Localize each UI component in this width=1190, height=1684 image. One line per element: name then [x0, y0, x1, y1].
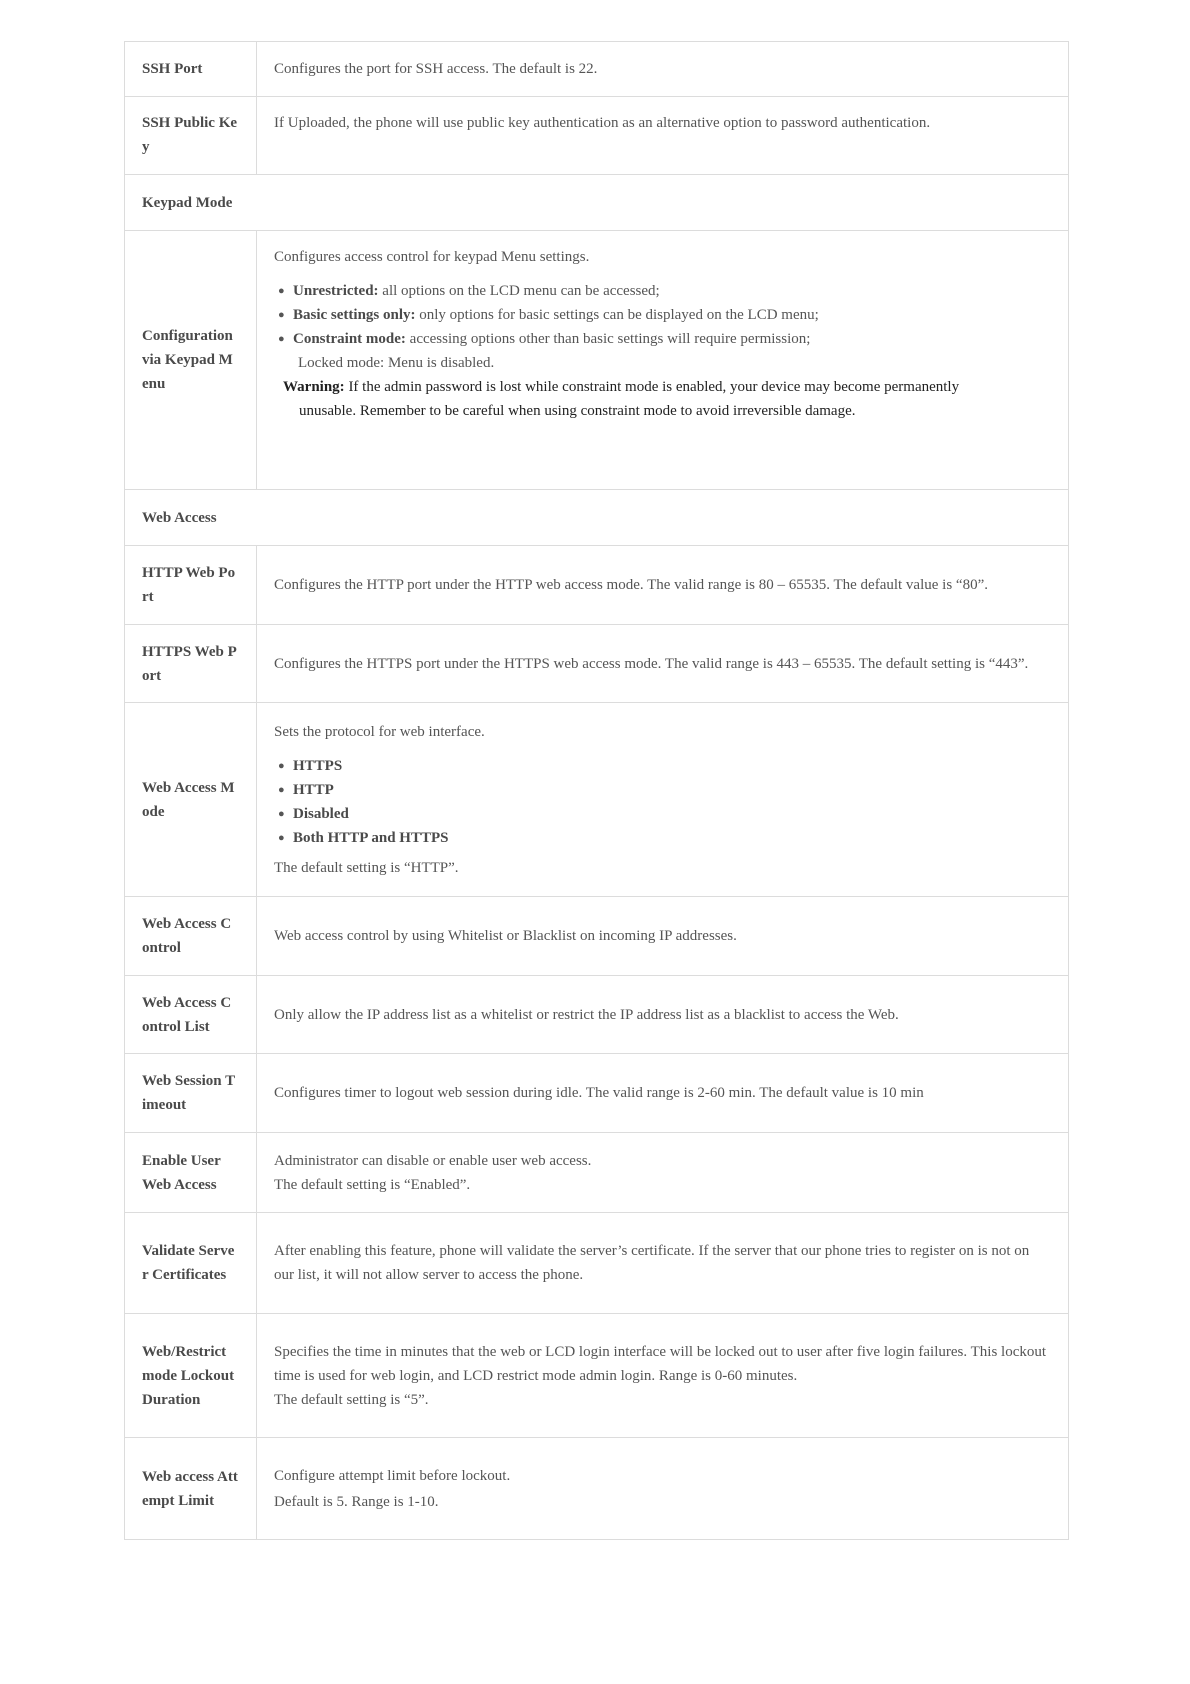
row-desc: Configures the HTTPS port under the HTTPS web access mode. The valid range is 443 – 65535. The default setting is “443”. [257, 625, 1069, 703]
row-desc [257, 1133, 1069, 1213]
desc-intro: Configures access control for keypad Menu settings. [274, 249, 590, 265]
row-desc [257, 1438, 1069, 1540]
desc-line: The default setting is “5”. [274, 1391, 429, 1408]
table-row [125, 1133, 1069, 1213]
row-desc [257, 1314, 1069, 1438]
section-title: Keypad Mode [125, 175, 1069, 231]
row-name: Web access Attempt Limit [125, 1438, 257, 1540]
row-name: Validate Server Certificates [125, 1213, 257, 1314]
list-item: ● HTTP [278, 778, 1052, 802]
row-desc: After enabling this feature, phone will validate the server’s certificate. If the server that our phone tries to register on is not on our list, it will not allow server to access the phone. [257, 1213, 1069, 1314]
row-name: Web Access Control List [125, 976, 257, 1054]
row-desc [257, 231, 1069, 490]
section-row-keypad-mode [125, 175, 1069, 231]
row-name: Web Session Timeout [125, 1054, 257, 1133]
warning-label: Warning: [283, 379, 345, 395]
row-name: HTTP Web Port [125, 546, 257, 625]
table-row [125, 1213, 1069, 1314]
warning-note [283, 375, 1052, 423]
row-name: Enable User Web Access [125, 1133, 257, 1213]
section-title: Web Access [125, 490, 1069, 546]
locked-mode-text: Locked mode: Menu is disabled. [298, 355, 495, 371]
list-item: ● Both HTTP and HTTPS [278, 826, 1052, 850]
row-name: SSH Public Key [125, 97, 257, 175]
table-row [125, 703, 1069, 897]
table-row [125, 1438, 1069, 1540]
list-item: ● Disabled [278, 802, 1052, 826]
desc-line: The default setting is “Enabled”. [274, 1176, 471, 1193]
table-row [125, 897, 1069, 976]
option-text: all options on the LCD menu can be accessed; [378, 283, 660, 299]
desc-line: Administrator can disable or enable user web access. [274, 1152, 592, 1169]
desc-line: Configure attempt limit before lockout. [274, 1467, 511, 1484]
desc-line: Default is 5. Range is 1-10. [274, 1493, 439, 1510]
row-desc: Only allow the IP address list as a whitelist or restrict the IP address list as a blacklist to access the Web. [257, 976, 1069, 1054]
warning-text: If the admin password is lost while constraint mode is enabled, your device may become permanently [344, 379, 960, 395]
warning-text-continued: unusable. Remember to be careful when using constraint mode to avoid irreversible damage. [299, 403, 856, 419]
settings-table [124, 41, 1069, 1540]
list-item [278, 303, 1052, 327]
table-row [125, 1314, 1069, 1438]
table-row [125, 625, 1069, 703]
desc-intro: Sets the protocol for web interface. [274, 723, 485, 740]
row-desc: Configures the HTTP port under the HTTP web access mode. The valid range is 80 – 65535. The default value is “80”. [257, 546, 1069, 625]
list-item [278, 327, 1052, 351]
option-label: Basic settings only: [293, 307, 416, 323]
row-name: Web Access Mode [125, 703, 257, 897]
row-desc: Configures the port for SSH access. The default is 22. [257, 42, 1069, 97]
row-desc: Web access control by using Whitelist or Blacklist on incoming IP addresses. [257, 897, 1069, 976]
list-item [278, 279, 1052, 303]
option-list [274, 279, 1052, 351]
row-name: SSH Port [125, 42, 257, 97]
table-row [125, 231, 1069, 490]
row-name: Web Access Control [125, 897, 257, 976]
row-name: Web/Restrict mode Lockout Duration [125, 1314, 257, 1438]
table-row [125, 42, 1069, 97]
list-item: ● HTTPS [278, 754, 1052, 778]
row-name: Configuration via Keypad Menu [125, 231, 257, 490]
table-row [125, 97, 1069, 175]
table-row [125, 1054, 1069, 1133]
option-list [274, 754, 1052, 850]
option-text: accessing options other than basic settings will require permission; [405, 331, 811, 347]
option-text: only options for basic settings can be displayed on the LCD menu; [415, 307, 819, 323]
row-desc: If Uploaded, the phone will use public key authentication as an alternative option to password authentication. [257, 97, 1069, 175]
table-row [125, 976, 1069, 1054]
row-desc [257, 703, 1069, 897]
table-row [125, 546, 1069, 625]
row-name: HTTPS Web Port [125, 625, 257, 703]
option-label: Constraint mode: [293, 331, 406, 347]
row-desc: Configures timer to logout web session during idle. The valid range is 2-60 min. The default value is 10 min [257, 1054, 1069, 1133]
section-row-web-access [125, 490, 1069, 546]
option-label: Unrestricted: [293, 283, 379, 299]
desc-line: Specifies the time in minutes that the web or LCD login interface will be locked out to user after five login failures. This lockout time is used for web login, and LCD restrict mode admin login. Range is 0-60 minutes. [274, 1343, 1047, 1384]
default-note: The default setting is “HTTP”. [274, 859, 459, 876]
